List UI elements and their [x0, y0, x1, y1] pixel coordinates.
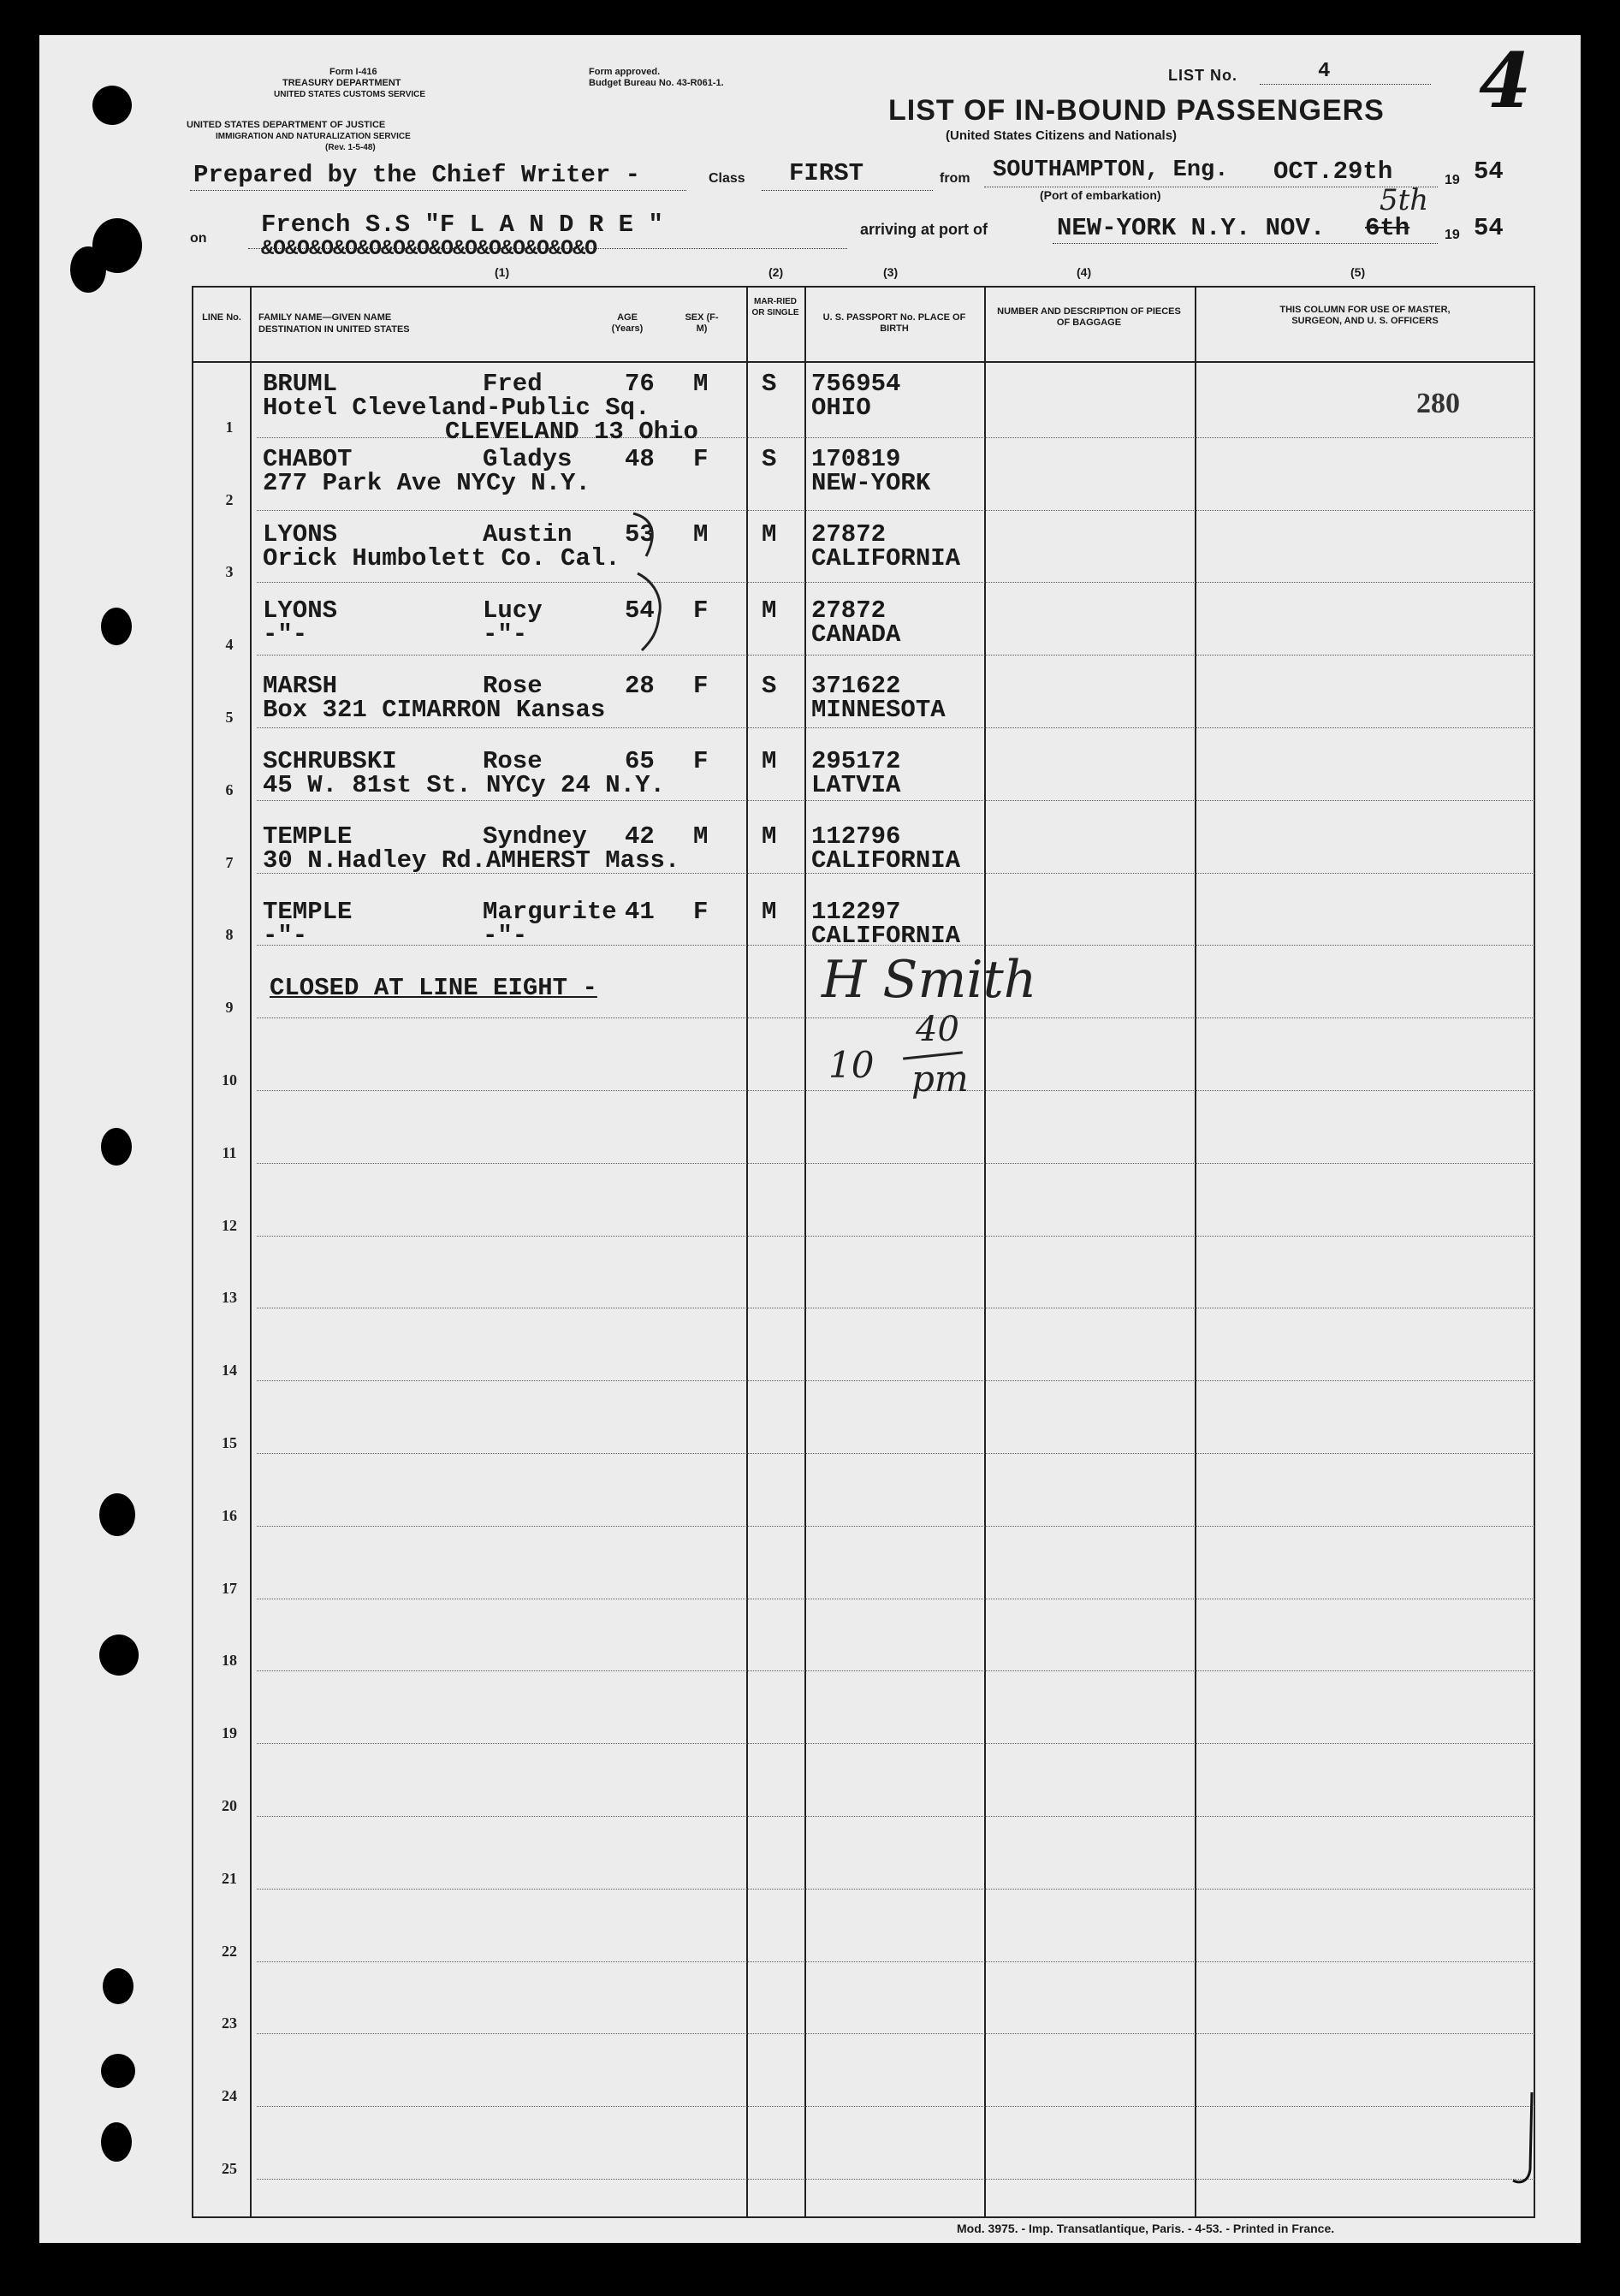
sex: M	[693, 822, 709, 851]
place-of-birth: NEW-YORK	[811, 469, 931, 498]
line-number: 6	[225, 780, 234, 798]
row-line	[257, 800, 1534, 801]
family-name: TEMPLE	[263, 822, 353, 851]
year1: 54	[1474, 157, 1504, 186]
sex: M	[693, 520, 709, 549]
column-number-2: (2)	[768, 265, 784, 279]
list-number-value: 4	[1318, 60, 1331, 83]
col-divider-married	[804, 286, 806, 2218]
closed-note: CLOSED AT LINE EIGHT -	[270, 974, 597, 1002]
age: 42	[625, 822, 655, 851]
table-header-border	[192, 361, 1535, 363]
table-top-border	[192, 286, 1535, 288]
punch-hole	[99, 1493, 135, 1536]
customs-service: UNITED STATES CUSTOMS SERVICE	[274, 90, 426, 99]
age: 65	[625, 747, 655, 775]
port-caption: (Port of embarkation)	[1040, 188, 1161, 202]
col-divider-baggage	[1195, 286, 1196, 2218]
on-label: on	[190, 231, 207, 246]
given-name: Fred	[483, 370, 543, 398]
line-number: 15	[222, 1434, 237, 1451]
punch-hole	[99, 1634, 139, 1676]
line-number: 2	[225, 490, 234, 508]
row-line	[257, 1453, 1534, 1454]
destination-city: CLEVELAND 13 Ohio	[445, 418, 698, 446]
ins-service: IMMIGRATION AND NATURALIZATION SERVICE	[216, 132, 411, 141]
family-name: CHABOT	[263, 445, 353, 474]
class-value: FIRST	[789, 159, 864, 187]
treasury-dept: TREASURY DEPARTMENT	[282, 78, 401, 88]
passport-number: 295172	[811, 747, 901, 775]
page-subtitle: (United States Citizens and Nationals)	[946, 128, 1178, 143]
punch-hole	[101, 1128, 132, 1166]
column-number-4: (4)	[1077, 265, 1092, 279]
place-of-birth: CALIFORNIA	[811, 846, 961, 875]
punch-hole	[103, 1968, 134, 2004]
row-line	[257, 2033, 1534, 2034]
line-number: 14	[222, 1362, 237, 1379]
row-line	[257, 582, 1534, 583]
punch-hole	[101, 2122, 132, 2162]
passport-number: 112796	[811, 822, 901, 851]
column-number-5: (5)	[1350, 265, 1366, 279]
from-label: from	[940, 171, 970, 186]
sex: F	[693, 898, 709, 927]
ship-underline	[248, 248, 847, 249]
family-name: MARSH	[263, 671, 338, 700]
header-baggage: NUMBER AND DESCRIPTION OF PIECES OF BAGGAGE	[997, 306, 1181, 328]
age: 48	[625, 445, 655, 474]
table-left-border	[192, 286, 193, 2218]
given-name: Austin	[483, 520, 573, 549]
passport-number: 170819	[811, 445, 901, 474]
ship-strikeout: &O&O&O&O&O&O&O&O&O&O&O&O&O&O	[261, 236, 597, 261]
family-name: SCHRUBSKI	[263, 747, 397, 775]
row-line	[257, 1889, 1534, 1890]
embark-date: OCT.29th	[1273, 157, 1393, 186]
line-number: 22	[222, 1942, 237, 1960]
destination: 277 Park Ave NYCy N.Y.	[263, 469, 590, 498]
destination: Hotel Cleveland-Public Sq.	[263, 394, 650, 422]
place-of-birth: CALIFORNIA	[811, 544, 961, 573]
row-line	[257, 2106, 1534, 2107]
table-right-border	[1534, 286, 1535, 2218]
row-line	[257, 1236, 1534, 1237]
marital-status: M	[762, 898, 777, 927]
header-line-no: LINE No.	[202, 312, 241, 323]
punch-hole	[101, 608, 132, 645]
marital-status: S	[762, 445, 777, 474]
given-name: Rose	[483, 671, 543, 700]
punch-hole	[92, 86, 132, 125]
given-name: Rose	[483, 747, 543, 775]
sex: F	[693, 596, 709, 625]
family-name: TEMPLE	[263, 898, 353, 927]
row-line	[257, 1961, 1534, 1962]
page-title: LIST OF IN-BOUND PASSENGERS	[888, 94, 1385, 127]
line-number: 11	[222, 1143, 237, 1161]
given-name: Gladys	[483, 445, 573, 474]
prepared-underline	[190, 190, 686, 191]
given-name: Margurite	[483, 898, 617, 927]
marital-status: M	[762, 520, 777, 549]
col-divider-name	[746, 286, 748, 2218]
destination: Box 321 CIMARRON Kansas	[263, 695, 606, 724]
header-married: MAR-RIED OR SINGLE	[751, 297, 799, 317]
destination: 30 N.Hadley Rd.AMHERST Mass.	[263, 846, 680, 875]
bracket-mark	[616, 505, 676, 659]
row-line	[257, 1380, 1534, 1381]
row-line	[257, 1090, 1534, 1091]
place-of-birth: CALIFORNIA	[811, 922, 961, 951]
line-number: 25	[222, 2160, 237, 2177]
list-number-label: LIST No.	[1168, 67, 1237, 84]
header-family-name: FAMILY NAME—GIVEN NAME	[258, 312, 392, 323]
line-number: 19	[222, 1724, 237, 1742]
line-number: 5	[225, 709, 234, 726]
embark-port: SOUTHAMPTON, Eng.	[993, 157, 1229, 183]
row-line	[257, 510, 1534, 511]
budget-bureau: Budget Bureau No. 43-R061-1.	[589, 78, 724, 88]
column-number-3: (3)	[883, 265, 899, 279]
arrival-day-struck: 6th	[1365, 214, 1410, 242]
time-minutes: 40	[916, 1010, 959, 1049]
list-number-line	[1260, 84, 1431, 85]
age: 54	[625, 596, 655, 625]
header-passport: U. S. PASSPORT No. PLACE OF BIRTH	[822, 312, 966, 334]
line-number: 12	[222, 1216, 237, 1234]
line-number: 4	[225, 636, 234, 654]
col-divider-passport	[984, 286, 986, 2218]
family-name: BRUML	[263, 370, 338, 398]
sex: F	[693, 747, 709, 775]
family-name: LYONS	[263, 596, 338, 625]
header-officers: THIS COLUMN FOR USE OF MASTER, SURGEON, AND U. S. OFFICERS	[1279, 305, 1451, 326]
destination: -"-	[263, 620, 308, 649]
form-approved: Form approved.	[589, 67, 661, 77]
arrival-port: NEW-YORK N.Y. NOV.	[1057, 214, 1326, 242]
age: 41	[625, 898, 655, 927]
given-name: Syndney	[483, 822, 587, 851]
year2: 54	[1474, 214, 1504, 242]
year1-prefix: 19	[1445, 173, 1460, 187]
line-number: 23	[222, 2014, 237, 2032]
header-age: AGE (Years)	[611, 312, 644, 334]
destination: Orick Humbolett Co. Cal.	[263, 544, 620, 573]
passport-number: 756954	[811, 370, 901, 398]
row-line	[257, 727, 1534, 728]
marital-status: M	[762, 822, 777, 851]
marital-status: M	[762, 596, 777, 625]
printer-footer: Mod. 3975. - Imp. Transatlantique, Paris. - 4-53. - Printed in France.	[957, 2222, 1335, 2235]
punch-hole	[101, 2054, 135, 2088]
column-number-1: (1)	[495, 265, 510, 279]
row-line	[257, 1670, 1534, 1671]
passport-number: 371622	[811, 671, 901, 700]
sex: M	[693, 370, 709, 398]
sex: F	[693, 445, 709, 474]
class-underline	[762, 190, 933, 191]
header-destination: DESTINATION IN UNITED STATES	[258, 324, 410, 335]
line-number: 20	[222, 1797, 237, 1814]
check-mark	[1508, 2088, 1542, 2191]
header-sex: SEX (F-M)	[685, 312, 719, 334]
marital-status: S	[762, 671, 777, 700]
list-number-handwritten: 4	[1479, 36, 1532, 125]
arrival-day-handwritten: 5th	[1380, 183, 1429, 217]
line-number: 17	[222, 1579, 237, 1597]
line-number: 7	[225, 853, 234, 871]
place-of-birth: LATVIA	[811, 771, 901, 799]
passport-number: 27872	[811, 520, 887, 549]
form-number: Form I-416	[329, 67, 377, 77]
arrival-underline	[1053, 243, 1438, 244]
family-name: LYONS	[263, 520, 338, 549]
row-line	[257, 1743, 1534, 1744]
officer-note: 280	[1416, 388, 1460, 419]
marital-status: S	[762, 370, 777, 398]
age: 28	[625, 671, 655, 700]
time-hour: 10	[828, 1044, 875, 1086]
age: 76	[625, 370, 655, 398]
passport-number: 27872	[811, 596, 887, 625]
form-sheet	[39, 35, 1581, 2243]
line-number: 21	[222, 1869, 237, 1887]
year2-prefix: 19	[1445, 228, 1460, 242]
line-number: 3	[225, 563, 234, 581]
col-divider-lineno	[250, 286, 252, 2218]
class-label: Class	[709, 171, 745, 186]
revision: (Rev. 1-5-48)	[325, 143, 376, 152]
row-line	[257, 1017, 1534, 1018]
prepared-by: Prepared by the Chief Writer -	[193, 161, 641, 189]
row-line	[257, 1163, 1534, 1164]
ship-name: French S.S "F L A N D R E "	[261, 211, 663, 239]
line-number: 10	[222, 1071, 237, 1089]
line-number: 1	[225, 418, 234, 436]
sex: F	[693, 671, 709, 700]
marital-status: M	[762, 747, 777, 775]
line-number: 18	[222, 1652, 237, 1670]
destination: -"-	[263, 922, 308, 951]
row-line	[257, 1816, 1534, 1817]
line-number: 16	[222, 1506, 237, 1524]
row-line	[257, 1526, 1534, 1527]
row-line	[257, 2179, 1534, 2180]
row-line	[257, 655, 1534, 656]
place-of-birth: MINNESOTA	[811, 695, 946, 724]
age: 53	[625, 520, 655, 549]
time-period: pm	[911, 1058, 969, 1100]
destination-ditto: -"-	[483, 922, 528, 951]
arriving-label: arriving at port of	[860, 221, 988, 238]
place-of-birth: CANADA	[811, 620, 901, 649]
place-of-birth: OHIO	[811, 394, 871, 422]
line-number: 8	[225, 926, 234, 944]
signature: H Smith	[822, 950, 1037, 1010]
table-bottom-border	[192, 2216, 1535, 2218]
line-number: 24	[222, 2087, 237, 2105]
justice-dept: UNITED STATES DEPARTMENT OF JUSTICE	[187, 120, 386, 130]
line-number: 13	[222, 1289, 237, 1307]
destination-ditto: -"-	[483, 620, 528, 649]
punch-hole	[70, 246, 106, 293]
given-name: Lucy	[483, 596, 543, 625]
destination: 45 W. 81st St. NYCy 24 N.Y.	[263, 771, 665, 799]
line-number: 9	[225, 999, 234, 1017]
passport-number: 112297	[811, 898, 901, 927]
